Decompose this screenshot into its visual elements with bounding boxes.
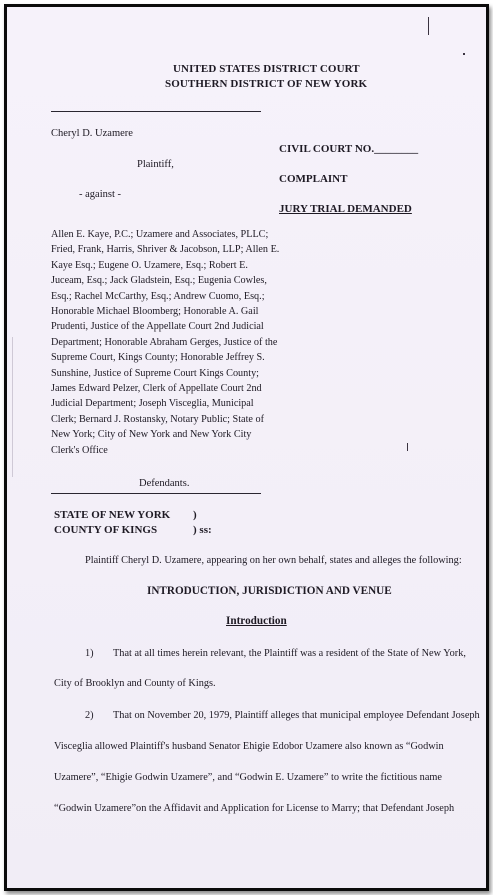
defendant-line: Supreme Court, Kings County; Honorable Jeffrey S. bbox=[51, 352, 265, 364]
defendant-line: Judicial Department; Joseph Visceglia, Municipal bbox=[51, 398, 254, 410]
defendant-line: Clerk's Office bbox=[51, 444, 108, 456]
para2-line1: That on November 20, 1979, Plaintiff alleges that municipal employee Defendant Joseph bbox=[113, 710, 480, 721]
para2-number: 2) bbox=[85, 710, 94, 721]
defendant-line: James Edward Pelzer, Clerk of Appellate Court 2nd bbox=[51, 383, 262, 395]
defendant-line: Prudenti, Justice of the Appellate Court 2nd Judicial bbox=[51, 321, 264, 333]
para2-line4: “Godwin Uzamere”on the Affidavit and Application for License to Marry; that Defendant Joseph bbox=[54, 803, 455, 814]
section-heading: INTRODUCTION, JURISDICTION AND VENUE bbox=[147, 585, 392, 597]
scan-mark bbox=[407, 443, 408, 451]
document-page bbox=[7, 7, 486, 888]
defendant-line: Kaye Esq.; Eugene O. Uzamere, Esq.; Robert E. bbox=[51, 259, 248, 271]
defendants-list bbox=[51, 227, 281, 458]
civil-court-number: CIVIL COURT NO.________ bbox=[279, 143, 419, 155]
defendant-line: Honorable Michael Bloomberg; Honorable A. Gail bbox=[51, 306, 259, 318]
defendant-line: Department; Honorable Abraham Gerges, Justice of the bbox=[51, 336, 278, 348]
scan-mark bbox=[12, 337, 13, 477]
defendant-line: Allen E. Kaye, P.C.; Uzamere and Associates, PLLC; bbox=[51, 229, 269, 240]
defendant-line: Sunshine, Justice of Supreme Court Kings County; bbox=[51, 367, 259, 379]
intro-sentence: Plaintiff Cheryl D. Uzamere, appearing on her own behalf, states and alleges the following: bbox=[85, 555, 462, 566]
court-name-line2: SOUTHERN DISTRICT OF NEW YORK bbox=[165, 78, 368, 90]
court-name-line1: UNITED STATES DISTRICT COURT bbox=[173, 63, 360, 75]
against-label: - against - bbox=[79, 189, 121, 200]
venue-state: STATE OF NEW YORK bbox=[54, 509, 171, 521]
complaint-label: COMPLAINT bbox=[279, 173, 348, 185]
plaintiff-label: Plaintiff, bbox=[137, 159, 174, 170]
scan-mark bbox=[463, 53, 465, 55]
venue-county: COUNTY OF KINGS bbox=[54, 524, 158, 536]
para1-line2: City of Brooklyn and County of Kings. bbox=[54, 678, 216, 689]
document-frame bbox=[4, 4, 489, 891]
defendant-line: Fried, Frank, Harris, Shriver & Jacobson, LLP; Allen E. bbox=[51, 244, 280, 256]
para2-line3: Uzamere”, “Ehigie Godwin Uzamere”, and “Godwin E. Uzamere” to write the fictitious name bbox=[54, 772, 442, 783]
subheading-introduction: Introduction bbox=[226, 615, 287, 627]
scan-mark bbox=[428, 17, 429, 35]
para2-line2: Visceglia allowed Plaintiff's husband Senator Ehigie Edobor Uzamere also known as “Godwin bbox=[54, 741, 444, 752]
defendant-line: Clerk; Bernard J. Rostansky, Notary Public; State of bbox=[51, 413, 264, 425]
defendants-label: Defendants. bbox=[139, 478, 190, 489]
jury-trial-demanded: JURY TRIAL DEMANDED bbox=[279, 203, 412, 215]
defendant-line: New York; City of New York and New York City bbox=[51, 429, 252, 441]
defendant-line: Juceam, Esq.; Jack Gladstein, Esq.; Eugenia Cowles, bbox=[51, 275, 267, 287]
plaintiff-name: Cheryl D. Uzamere bbox=[51, 128, 133, 139]
caption-bottom-rule bbox=[51, 493, 261, 494]
para1-number: 1) bbox=[85, 648, 94, 659]
venue-paren-1: ) bbox=[193, 509, 197, 521]
venue-paren-ss: ) ss: bbox=[193, 524, 212, 536]
defendant-line: Esq.; Rachel McCarthy, Esq.; Andrew Cuomo, Esq.; bbox=[51, 290, 265, 302]
caption-top-rule bbox=[51, 111, 261, 112]
para1-line1: That at all times herein relevant, the Plaintiff was a resident of the State of New York, bbox=[113, 648, 466, 659]
